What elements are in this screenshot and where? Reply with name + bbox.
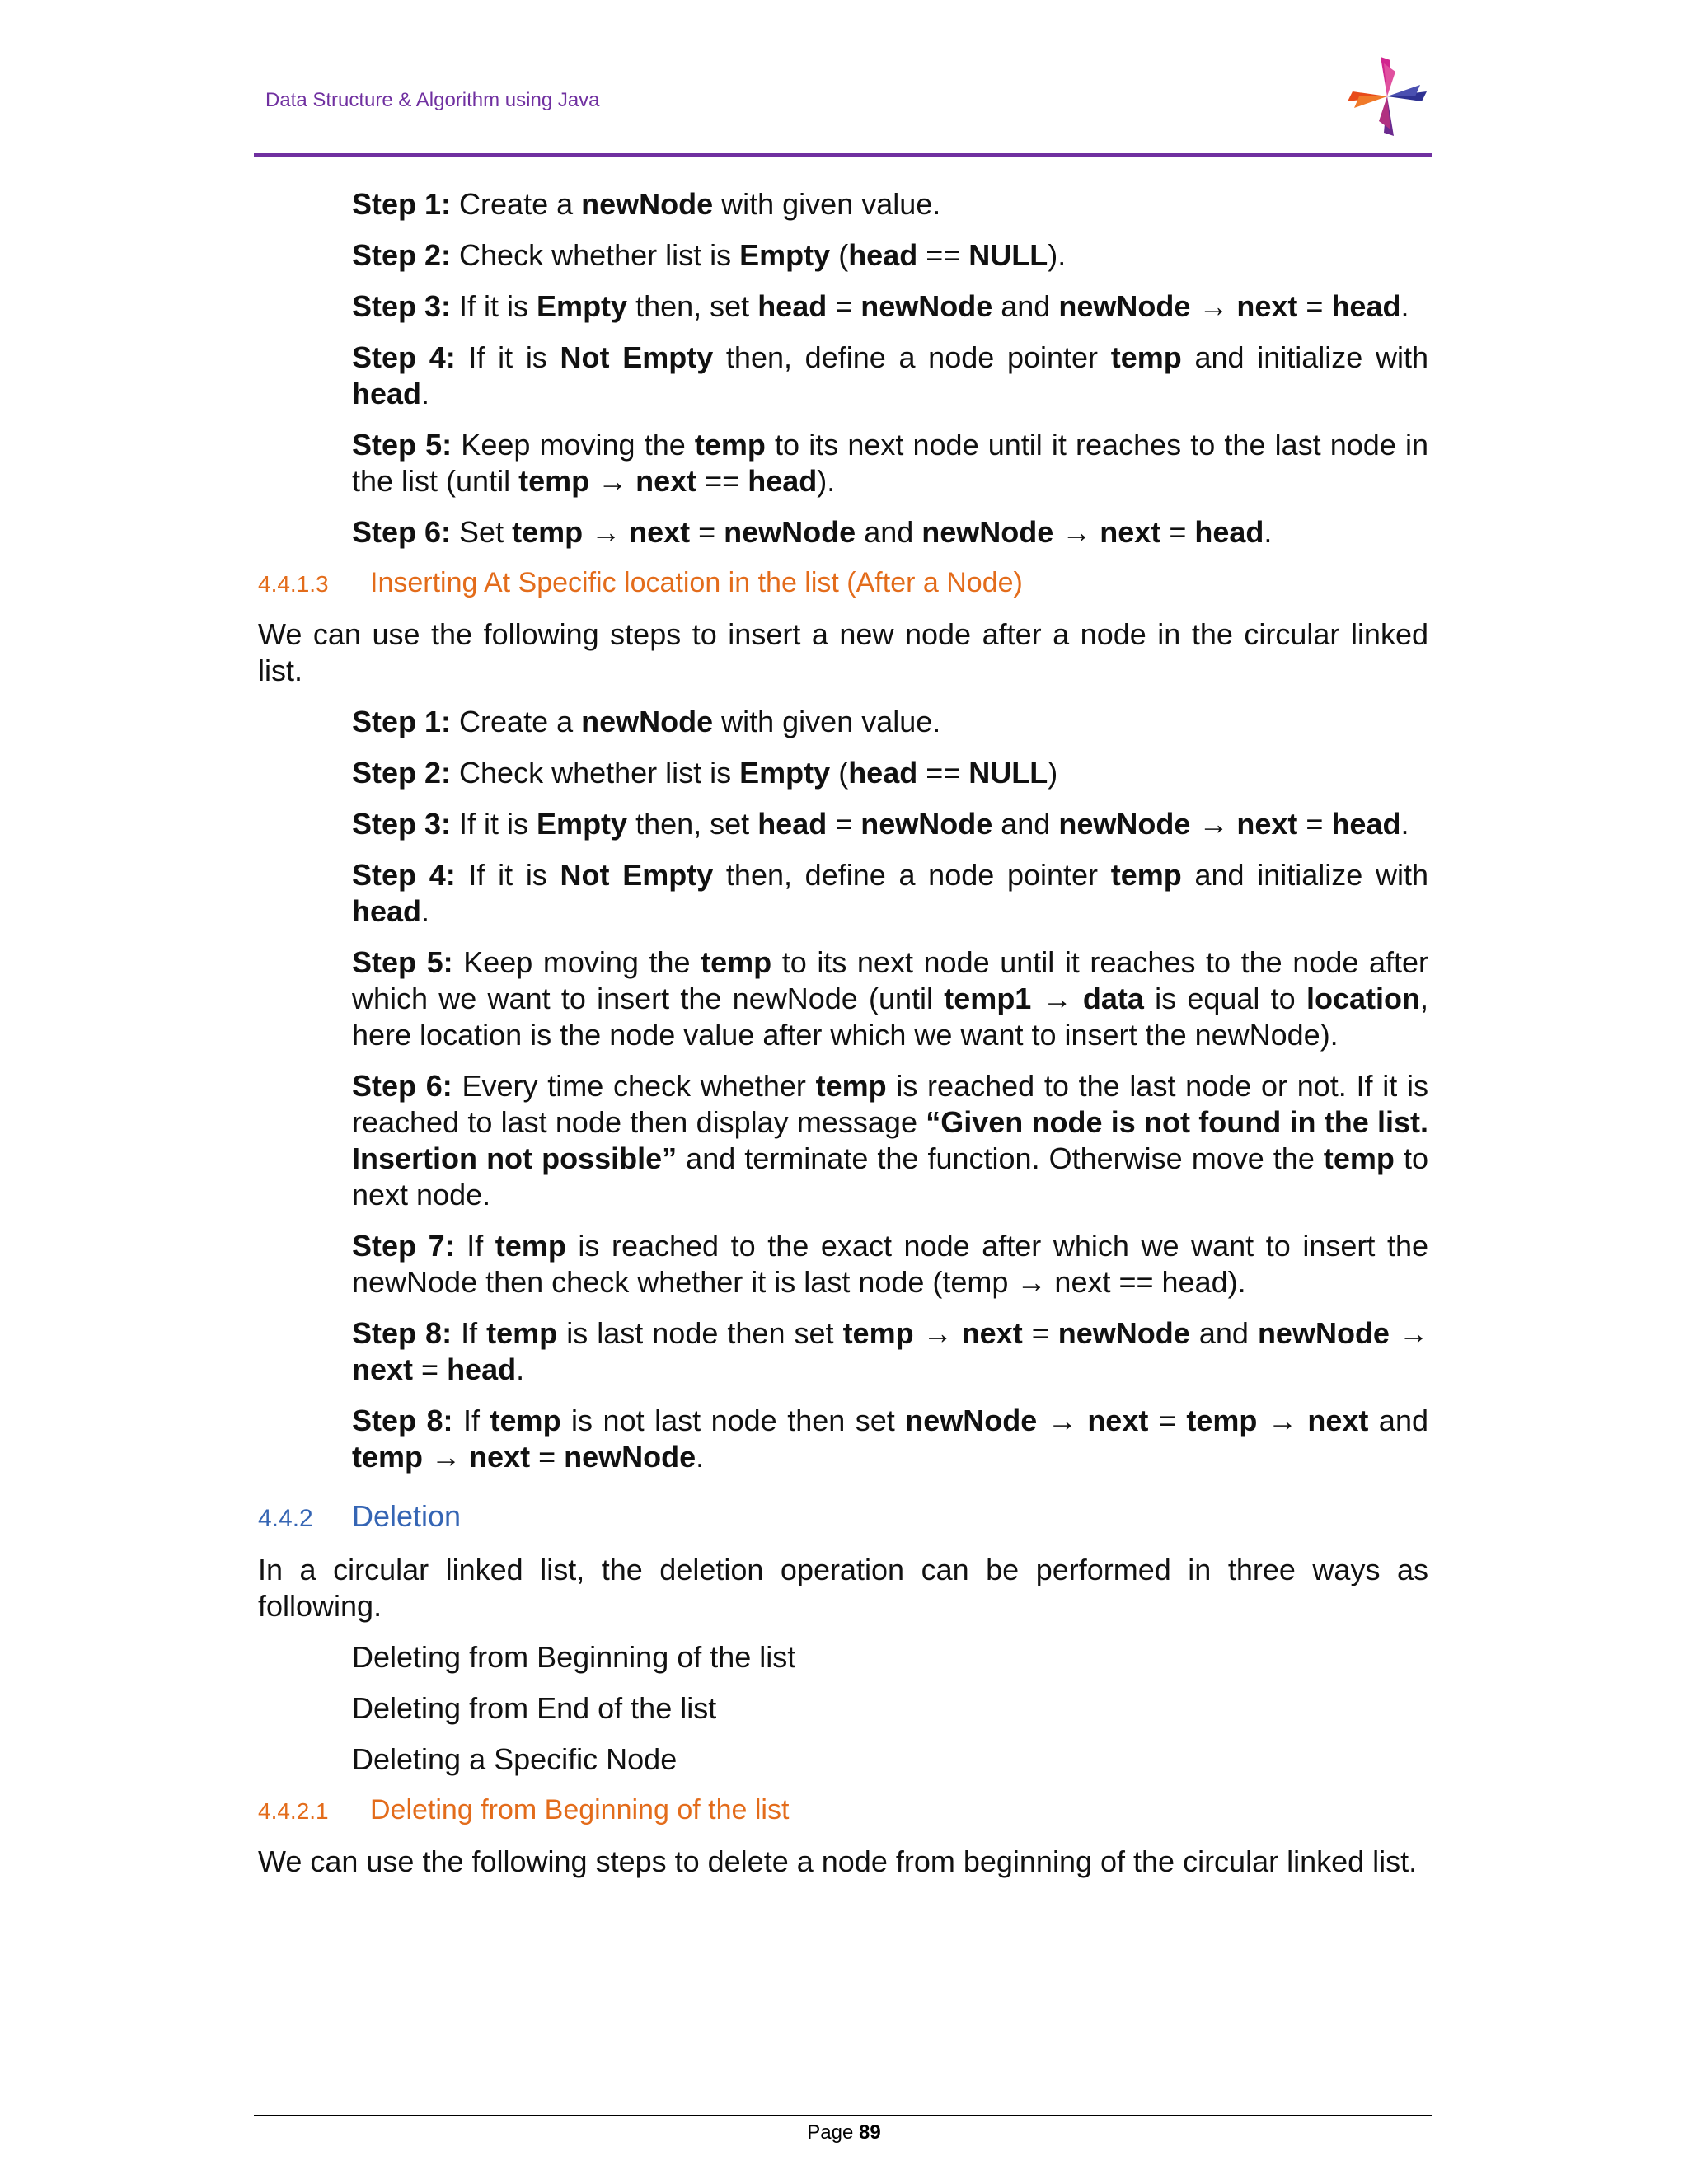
section-heading-4-4-1-3: 4.4.1.3 Inserting At Specific location in the list (After a Node) [258,567,1023,598]
step-8b: Step 8: If temp is not last node then set newNode → next = temp → next and temp → next = newNode. [352,1404,1428,1474]
step-4: Step 4: If it is Not Empty then, define a node pointer temp and initialize with head. [352,858,1428,928]
step-2: Step 2: Check whether list is Empty (head == NULL). [352,238,1067,272]
step-2: Step 2: Check whether list is Empty (head == NULL) [352,756,1058,790]
list-item: Deleting from End of the list [352,1691,717,1725]
delete-beginning-intro: We can use the following steps to delete a node from beginning of the circular linked list. [258,1844,1418,1878]
section-heading-4-4-2-1: 4.4.2.1 Deleting from Beginning of the list [258,1794,790,1825]
step-1: Step 1: Create a newNode with given value. [352,187,941,221]
list-item: Deleting from Beginning of the list [352,1640,796,1674]
deletion-intro: In a circular linked list, the deletion operation can be performed in three ways as following. [258,1553,1428,1623]
section-heading-4-4-2: 4.4.2 Deletion [258,1499,462,1533]
page-label: Page [807,2121,854,2144]
list-item: Deleting a Specific Node [352,1742,678,1776]
step-5: Step 5: Keep moving the temp to its next node until it reaches to the node after which we want to insert the newNode (until temp1 → data is equal to location, here location is the node value after which we want to insert the newNode). [352,945,1428,1052]
page-number: 89 [859,2121,881,2144]
step-6: Step 6: Set temp → next = newNode and newNode → next = head. [352,515,1273,549]
step-5: Step 5: Keep moving the temp to its next node until it reaches to the last node in the list (until temp → next == head). [352,428,1428,498]
page-footer [0,2121,1688,2144]
page-content [258,186,1428,1895]
footer-divider [254,2115,1432,2116]
header-title: Data Structure & Algorithm using Java [265,89,600,111]
step-8: Step 8: If temp is last node then set temp → next = newNode and newNode → next = head. [352,1316,1428,1386]
step-4: Step 4: If it is Not Empty then, define a node pointer temp and initialize with head. [352,340,1428,410]
pinwheel-logo [1342,51,1432,142]
step-3: Step 3: If it is Empty then, set head = newNode and newNode → next = head. [352,807,1409,841]
intro-paragraph: We can use the following steps to insert a new node after a node in the circular linked list. [258,617,1428,687]
header-divider [254,153,1432,157]
step-6: Step 6: Every time check whether temp is reached to the last node or not. If it is reached to last node then display message “Given node is not found in the list. Insertion not possible” and terminate the function. Otherwise move the temp to next node. [352,1069,1428,1212]
step-3: Step 3: If it is Empty then, set head = newNode and newNode → next = head. [352,289,1409,323]
step-1: Step 1: Create a newNode with given value. [352,705,941,738]
step-7: Step 7: If temp is reached to the exact node after which we want to insert the newNode then check whether it is last node (temp → next == head). [352,1229,1428,1299]
